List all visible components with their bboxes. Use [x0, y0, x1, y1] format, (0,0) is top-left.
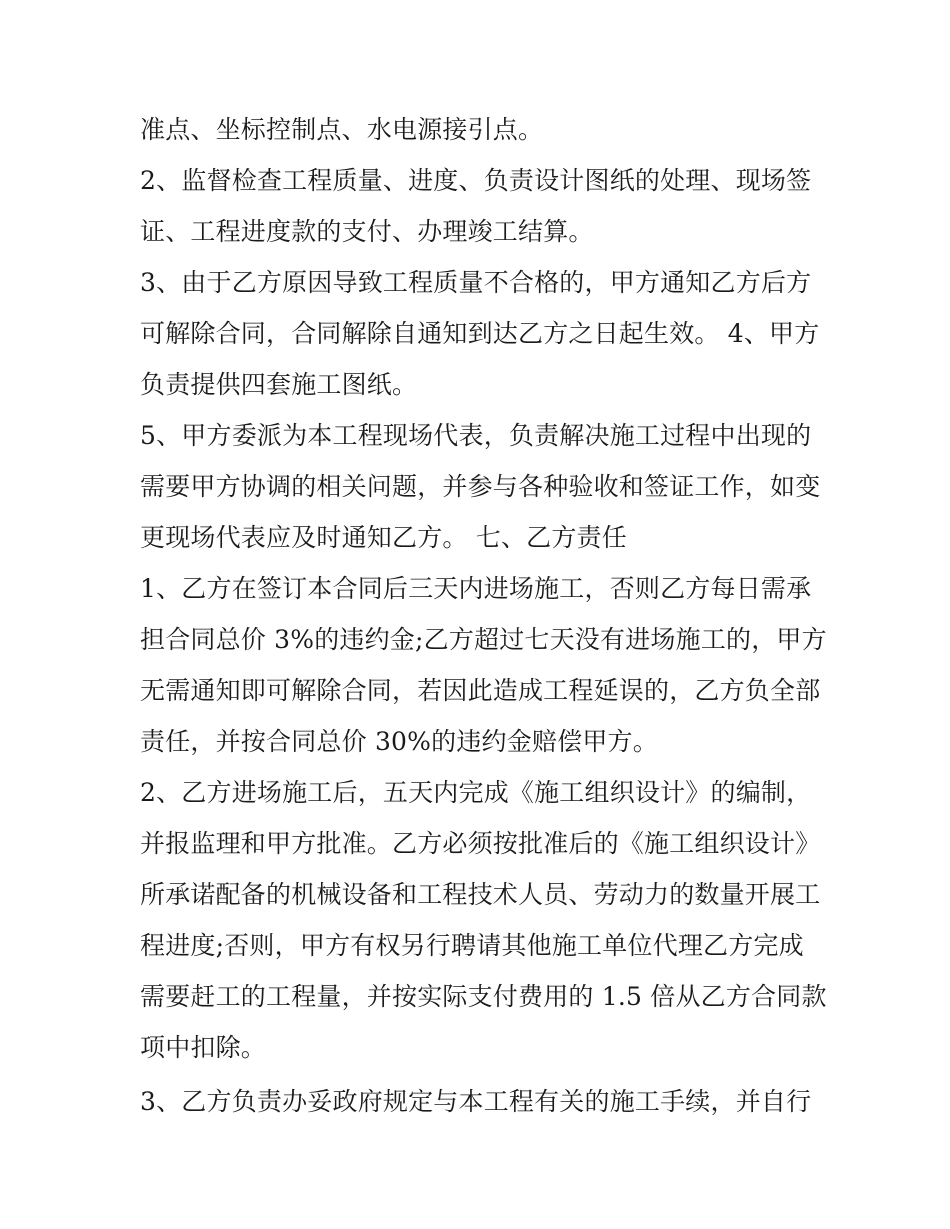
text-line: 2、监督检查工程质量、进度、负责设计图纸的处理、现场签: [140, 166, 812, 195]
text-line: 3、由于乙方原因导致工程质量不合格的，甲方通知乙方后方: [140, 268, 812, 297]
text-line: 需要甲方协调的相关问题，并参与各种验收和签证工作，如变: [140, 472, 821, 501]
text-line: 更现场代表应及时通知乙方。 七、乙方责任: [140, 523, 627, 552]
text-line: 责任，并按合同总价 30%的违约金赔偿甲方。: [140, 727, 658, 756]
text-line: 准点、坐标控制点、水电源接引点。: [140, 115, 544, 144]
text-line: 证、工程进度款的支付、办理竣工结算。: [140, 217, 594, 246]
text-line: 无需通知即可解除合同，若因此造成工程延误的，乙方负全部: [140, 676, 821, 705]
text-line: 可解除合同，合同解除自通知到达乙方之日起生效。 4、甲方: [140, 319, 820, 348]
text-line: 担合同总价 3%的违约金;乙方超过七天没有进场施工的，甲方: [140, 625, 827, 654]
text-line: 负责提供四套施工图纸。: [140, 370, 418, 399]
text-line: 所承诺配备的机械设备和工程技术人员、劳动力的数量开展工: [140, 880, 821, 909]
text-line: 5、甲方委派为本工程现场代表，负责解决施工过程中出现的: [140, 421, 812, 450]
text-line: 2、乙方进场施工后，五天内完成《施工组织设计》的编制，: [140, 778, 812, 807]
text-line: 项中扣除。: [140, 1033, 267, 1062]
text-line: 需要赶工的工程量，并按实际支付费用的 1.5 倍从乙方合同款: [140, 982, 827, 1011]
text-line: 并报监理和甲方批准。乙方必须按批准后的《施工组织设计》: [140, 829, 821, 858]
text-line: 1、乙方在签订本合同后三天内进场施工，否则乙方每日需承: [140, 574, 812, 603]
text-line: 3、乙方负责办妥政府规定与本工程有关的施工手续，并自行: [140, 1087, 812, 1116]
contract-text-body: [140, 104, 827, 1127]
text-line: 程进度;否则，甲方有权另行聘请其他施工单位代理乙方完成: [140, 931, 804, 960]
